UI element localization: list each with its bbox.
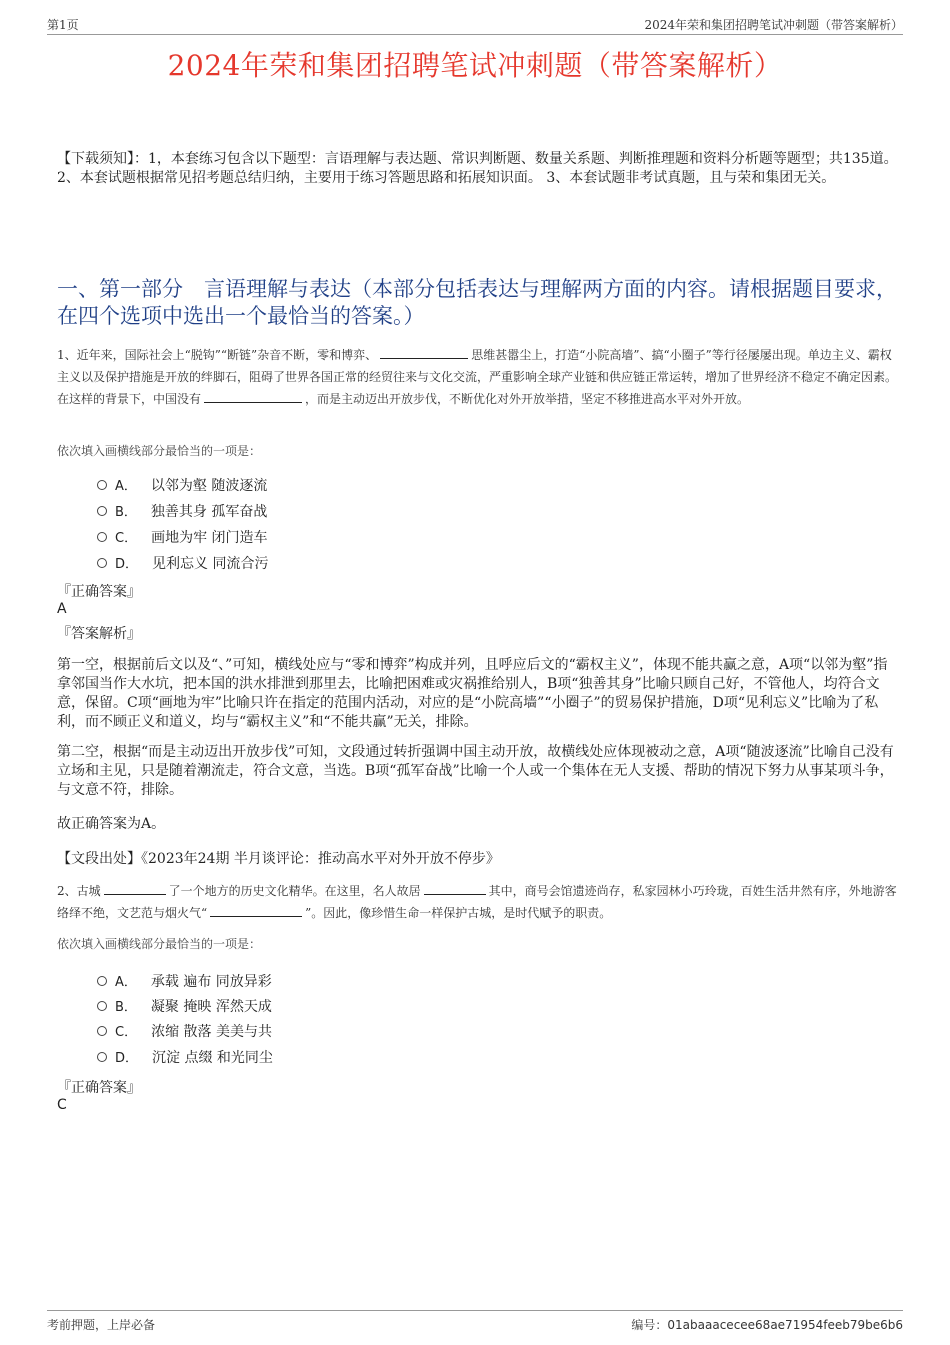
radio-icon[interactable]: [97, 1052, 107, 1062]
question-1-blank-1: [380, 344, 468, 359]
question-2-text-part1: 2、古城: [57, 884, 101, 898]
question-1-option-b[interactable]: B． 独善其身 孤军奋战: [97, 502, 267, 522]
question-2-option-a[interactable]: A． 承载 遍布 同放异彩: [97, 972, 272, 992]
radio-icon[interactable]: [97, 506, 107, 516]
question-1-source: 【文段出处】《2023年24期 半月谈评论：推动高水平对外开放不停步》: [57, 851, 500, 867]
question-1-conclusion: 故正确答案为A。: [57, 816, 166, 832]
question-2-text-part2: 了一个地方的历史文化精华。在这里，名人故居: [168, 884, 421, 898]
question-2-answer: C: [57, 1097, 67, 1113]
question-1-stem: [57, 344, 899, 410]
question-2-option-d[interactable]: D． 沉淀 点缀 和光同尘: [97, 1048, 273, 1068]
page-footer: [47, 1310, 903, 1335]
footer-serial: [631, 1316, 903, 1333]
page-header: [47, 14, 903, 35]
question-2-blank-2: [424, 880, 486, 895]
header-doc-title: 2024年荣和集团招聘笔试冲刺题（带答案解析）: [644, 18, 903, 32]
radio-icon[interactable]: [97, 976, 107, 986]
radio-icon[interactable]: [97, 1026, 107, 1036]
question-1-blank-2: [204, 388, 302, 403]
question-1-analysis-1: 第一空，根据前后文以及“、”可知，横线处应与“零和博弈”构成并列，且呼应后文的“霸权主义”，体现不能共赢之意，A项“以邻为壑”指拿邻国当作大水坑，把本国的洪水排泄到那里去，比喻把困难或灾祸推给别人，B项“独善其身”比喻只顾自己好，不管他人，均符合文意，保留。C项“画地为牢”比喻只许在指定的范围内活动，对应的是“小院高墙”“小圈子”的贸易保护措施，D项“见利忘义”比喻为了私利，而不顾正义和道义，均与“霸权主义”和“不能共赢”无关，排除。: [57, 657, 888, 730]
question-1-text-part2: 思维甚嚣尘上，打造“小院高墙”、搞“小圈子”等行径屡屡出现。单边主义、霸权主义以及保护措施是开放的绊脚石，阻碍了世界各国正常的经贸往来与文化交流，严重影响全球产业链和供应链正常运转，增加了世界经济不稳定不确定因素。在这样的背景下，中国没有: [57, 348, 898, 406]
question-2-prompt: 依次填入画横线部分最恰当的一项是：: [57, 937, 262, 951]
page-title: 2024年荣和集团招聘笔试冲刺题（带答案解析）: [167, 49, 783, 82]
question-1-option-c[interactable]: C． 画地为牢 闭门造车: [97, 528, 268, 548]
question-2-option-b[interactable]: B． 凝聚 掩映 浑然天成: [97, 997, 272, 1017]
question-2-blank-3: [210, 902, 302, 917]
footer-serial-label: 编号：: [631, 1318, 668, 1332]
radio-icon[interactable]: [97, 1001, 107, 1011]
download-notice: 【下载须知】：1，本套练习包含以下题型：言语理解与表达题、常识判断题、数量关系题、判断推理题和资料分析题等题型；共135道。 2、本套试题根据常见招考题总结归纳，主要用于练习答题思路和拓展知识面。 3、本套试题非考试真题，且与荣和集团无关。: [57, 151, 898, 186]
footer-serial-code: 01abaaacecee68ae71954feeb79be6b6: [667, 1318, 903, 1332]
question-2-option-c[interactable]: C． 浓缩 散落 美美与共: [97, 1022, 272, 1042]
question-2-stem: [57, 880, 899, 924]
question-2-blank-1: [104, 880, 166, 895]
question-2-text-part4: ”。因此，像珍惜生命一样保护古城，是时代赋予的职责。: [305, 906, 612, 920]
radio-icon[interactable]: [97, 558, 107, 568]
question-1-answer-label: 『正确答案』: [57, 584, 141, 600]
radio-icon[interactable]: [97, 480, 107, 490]
section-heading: 一、第一部分 言语理解与表达（本部分包括表达与理解两方面的内容。请根据题目要求，在四个选项中选出一个最恰当的答案。）: [57, 277, 897, 328]
radio-icon[interactable]: [97, 532, 107, 542]
page-number: 第1页: [47, 18, 79, 32]
question-1-option-a[interactable]: A． 以邻为壑 随波逐流: [97, 476, 267, 496]
question-1-analysis-2: 第二空，根据“而是主动迈出开放步伐”可知，文段通过转折强调中国主动开放，故横线处应体现被动之意，A项“随波逐流”比喻自己没有立场和主见，只是随着潮流走，符合文意，当选。B项“孤军奋战”比喻一个人或一个集体在无人支援、帮助的情况下努力从事某项斗争，与文意不符，排除。: [57, 744, 894, 798]
question-1-prompt: 依次填入画横线部分最恰当的一项是：: [57, 444, 262, 458]
question-2-answer-label: 『正确答案』: [57, 1080, 141, 1096]
question-1-text-part3: ，而是主动迈出开放步伐，不断优化对外开放举措，坚定不移推进高水平对外开放。: [305, 392, 750, 406]
question-1-analysis-label: 『答案解析』: [57, 626, 141, 642]
footer-slogan: 考前押题，上岸必备: [47, 1318, 156, 1332]
question-1-text-part1: 1、近年来，国际社会上“脱钩”“断链”杂音不断，零和博弈、: [57, 348, 378, 362]
question-1-option-d[interactable]: D． 见利忘义 同流合污: [97, 554, 268, 574]
question-2-text-part3: 其中，商号会馆遗迹尚存，私家园林小巧玲珑，百姓生活井然有序，外地游客络绎不绝，文艺范与烟火气“: [57, 884, 897, 920]
question-1-answer: A: [57, 601, 67, 617]
